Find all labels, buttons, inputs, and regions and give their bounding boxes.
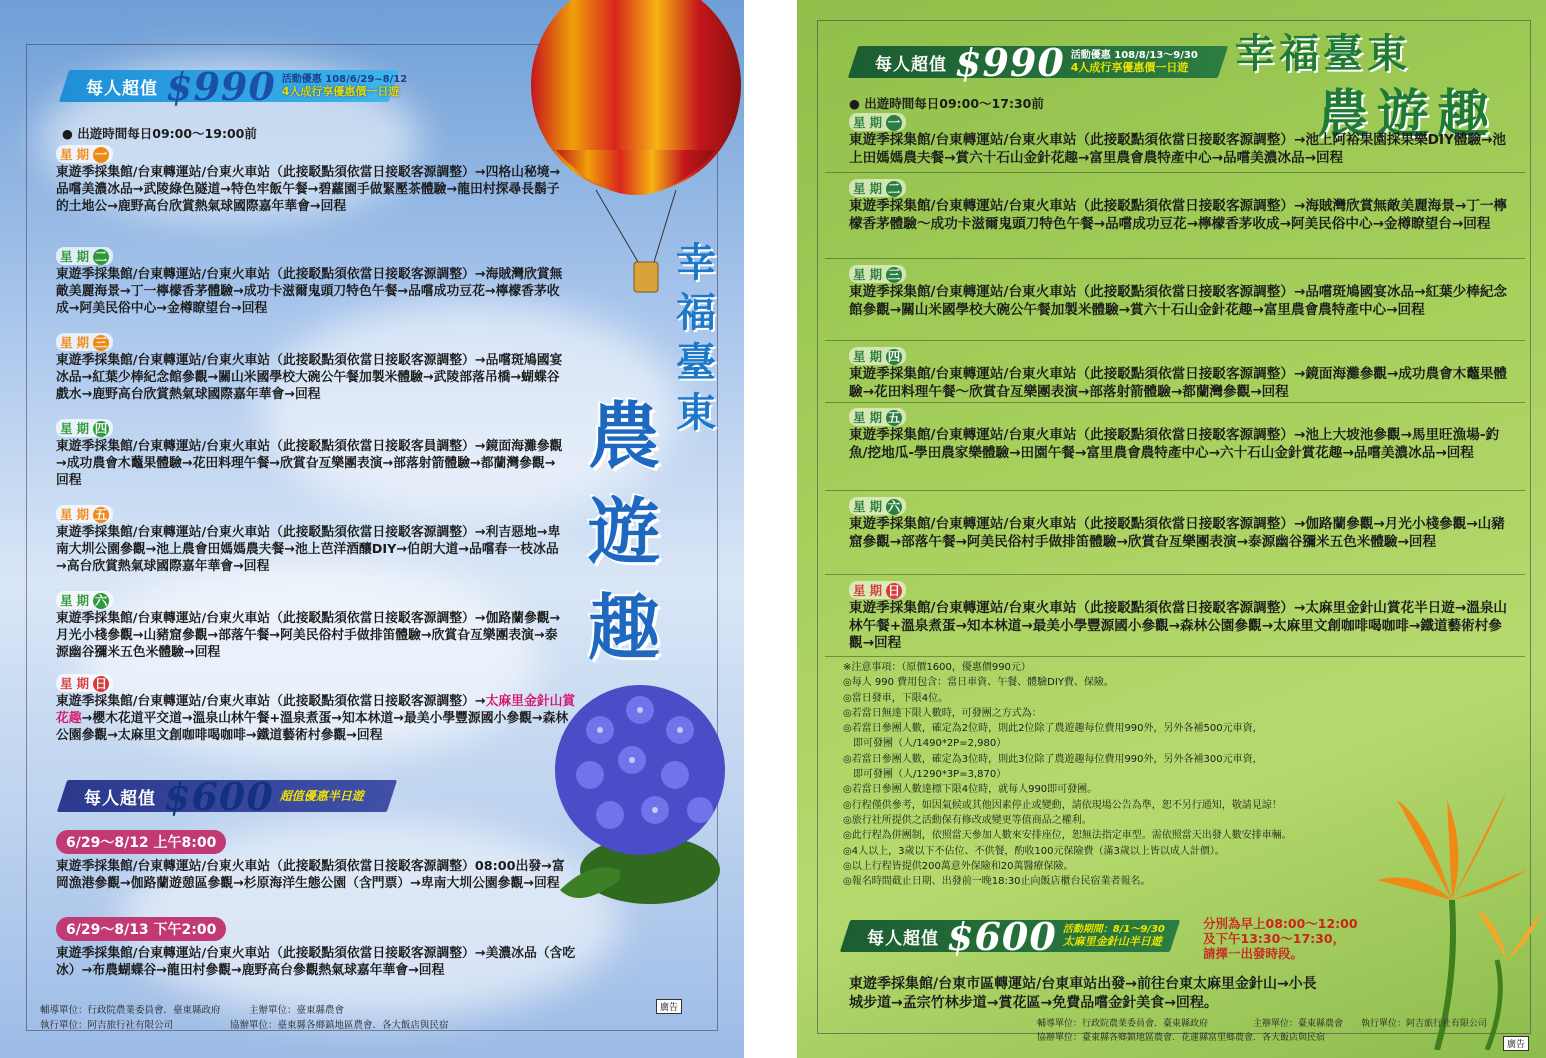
title-char: 趣 — [587, 585, 660, 670]
day-tag — [56, 145, 113, 163]
day-tag — [849, 265, 906, 283]
banner-note: 超值優惠半日遊 — [279, 789, 364, 803]
note-line: ◎旅行社所提供之活動保有修改或變更等值商品之權利。 — [843, 814, 1092, 826]
day-tag — [56, 674, 113, 692]
day-route: 東遊季採集館/台東轉運站/台東火車站（此接駁點須依當日接駁客源調整）→鏡面海灘參觀→成功農會木虌果體驗→花田料理午餐～欣賞旮亙樂團表演→部落射箭體驗→都蘭灣參觀→回程 — [849, 366, 1508, 400]
note-line: ◎每人 990 費用包含：當日車資、午餐、體驗DIY費、保險。 — [843, 677, 1114, 689]
day-tag-label: 星期 — [60, 249, 94, 264]
banner-note-period: 活動期間：8/1～9/30 — [1062, 924, 1165, 935]
divider — [825, 340, 1525, 341]
day-route: 東遊季採集館/台東轉運站/台東火車站（此接駁點須依當日接駁客源調整）→伽路蘭參觀→月光小棧參觀→山豬窟參觀→部落午餐→阿美民俗村手做排笛體驗→欣賞旮亙樂團表演→泰源幽谷獼米五色米體驗→回程 — [849, 516, 1505, 550]
note-line: ◎報名時間截止日期、出發前一晚18:30止向飯店櫃台民宿業者報名。 — [843, 876, 1151, 888]
divider — [825, 574, 1525, 575]
banner-note-offer: 4人成行享優惠價一日遊 — [1070, 61, 1189, 74]
banner-note-offer: 4人成行享優惠價一日遊 — [281, 85, 400, 98]
banner-note-tour: 太麻里金針山半日遊 — [1062, 935, 1162, 948]
half-day-route: 東遊季採集館/台東市區轉運站/台東車站出發→前往台東太麻里金針山→小長城步道→孟宗竹林步道→賞花區→免費品嚐金針美食→回程。 — [849, 976, 1317, 1011]
title-char: 臺 — [676, 339, 716, 386]
title-char: 東 — [676, 389, 716, 436]
day-route: 東遊季採集館/台東轉運站/台東火車站（此接駁點須依當日接駁客源調整）→四格山秘境→品嚐美濃冰品→武陵綠色隧道→特色牢飯午餐→碧蘿園手做緊壓茶體驗→龍田村探尋長鬍子的土地公→鹿野高台欣賞熱氣球國際嘉年華會→回程 — [56, 165, 561, 214]
day-route: 東遊季採集館/台東轉運站/台東火車站（此接駁點須依當日接駁客源調整）→太麻里金針山賞花半日遊→溫泉山林午餐+溫泉煮蛋→知本林道→最美小學豐源國小參觀→森林公園參觀→太麻里文創咖啡喝咖啡→鐵道藝術村參觀→回程 — [849, 600, 1508, 651]
divider — [825, 490, 1525, 491]
banner-price: $990 — [955, 39, 1065, 85]
title-char: 幸 — [676, 239, 716, 286]
banner-label: 每人超值 — [84, 788, 156, 809]
day-tag-label: 星期 — [853, 115, 887, 130]
day-tag-day: 日 — [887, 583, 901, 598]
banner-label: 每人超值 — [86, 78, 158, 99]
note-line: ◎若當日無達下限人數時，可發團之方式為： — [843, 707, 1042, 719]
day-tag-label: 星期 — [853, 410, 887, 425]
ad-label: 廣告 — [656, 999, 682, 1014]
price-banner-990 — [853, 40, 1198, 84]
banner-note-dates: 活動優惠 108/6/29~8/12 — [281, 74, 408, 85]
day-tag-day: 四 — [887, 349, 901, 364]
day-route: 東遊季採集館/台東轉運站/台東火車站（此接駁點須依當日接駁客源調整）→利吉惡地→卑南大圳公園參觀→池上農會田媽媽農夫餐→池上芭洋酒釀DIY→伯朗大道→品嚐春一枝冰品→高台欣賞熱氣球國際嘉年華會→回程 — [56, 525, 561, 574]
day-block — [56, 418, 568, 489]
day-tag-label: 星期 — [853, 499, 887, 514]
price-banner-990 — [64, 64, 407, 108]
left-flyer — [0, 0, 744, 1058]
note-line: ◎行程僅供參考，如因氣候或其他因素停止或變動，請依現場公告為準，恕不另行通知，敬請見諒！ — [843, 799, 1282, 811]
day-tag — [849, 581, 906, 599]
day-tag-day: 二 — [94, 249, 108, 264]
day-block — [849, 580, 1509, 653]
day-block — [56, 246, 568, 317]
half-day-time-note — [1203, 916, 1358, 961]
day-tag-label: 星期 — [60, 335, 94, 350]
day-route: 東遊季採集館/台東轉運站/台東火車站（此接駁點須依當日接駁客源調整）→池上阿裕果園採果樂DIY體驗→池上田媽媽農夫餐→賞六十石山金針花趣→富里農會農特產中心→品嚐美濃冰品→回程 — [849, 132, 1507, 166]
day-route: 東遊季採集館/台東轉運站/台東火車站（此接駁點須依當日接駁客源調整）→海賊灣欣賞無敵美麗海景→丁一檸檬香茅體驗→成功卡滋爾鬼頭刀特色午餐→品嚐成功豆花→檸檬香茅收成→阿美民俗中心→金樽瞭望台→回程 — [56, 267, 563, 316]
day-route: 東遊季採集館/台東轉運站/台東火車站（此接駁點須依當日接駁客源調整）→品嚐斑鳩國宴冰品→紅葉少棒紀念館參觀→關山米國學校大碗公午餐加製米體驗→武陵部落吊橋→蝴蝶谷戲水→鹿野高台欣賞熱氣球國際嘉年華會→回程 — [56, 353, 563, 402]
note-line: ◎若當日參團人數達標下限4位時，就每人990即可發團。 — [843, 784, 1098, 796]
day-tag — [56, 247, 113, 265]
banner-label: 每人超值 — [875, 54, 947, 75]
day-block — [849, 264, 1509, 319]
banner-price: $600 — [947, 913, 1057, 959]
half-note-line: 請擇一出發時段。 — [1203, 946, 1304, 961]
divider — [825, 402, 1525, 403]
right-flyer — [797, 0, 1546, 1058]
day-tag — [849, 347, 906, 365]
day-route: 東遊季採集館/台東轉運站/台東火車站（此接駁點須依當日接駁客源調整）→伽路蘭參觀→月光小棧參觀→山豬窟參觀→部落午餐→阿美民俗村手做排笛體驗→欣賞旮亙樂團表演→泰源幽谷獼米五色米體驗→回程 — [56, 611, 561, 660]
day-tag-label: 星期 — [60, 507, 94, 522]
day-tag-label: 星期 — [853, 349, 887, 364]
price-banner-600 — [845, 914, 1165, 958]
footer-line-2: 執行單位：阿吉旅行社有限公司 協辦單位：臺東縣各鄉鎮地區農會．各大飯店與民宿 — [40, 1020, 449, 1031]
day-tag-day: 日 — [94, 676, 108, 691]
day-tag — [56, 505, 113, 523]
footer-line-2: 協辦單位：臺東縣各鄉鎮地區農會．花蓮縣富里鄉農會．各大飯店與民宿 — [1037, 1033, 1326, 1043]
note-line: 即可發團（人/1290*3P=3,870） — [843, 769, 1007, 781]
route-part-b: →櫻木花道平交道→溫泉山林午餐+溫泉煮蛋→知本林道→最美小學豐源國小參觀→森林公園參觀→太麻里文創咖啡喝咖啡→鐵道藝術村參觀→回程 — [56, 711, 569, 743]
time-slot-badge: 6/29～8/13 下午2:00 — [56, 917, 226, 941]
half-day-route: 東遊季採集館/台東轉運站/台東火車站（此接駁點須依當日接駁客源調整）08:00出發→富岡漁港參觀→伽路蘭遊憩區參觀→杉原海洋生態公園（含門票）→卑南大圳公園參觀→回程 — [56, 859, 565, 891]
footer-line-1: 輔導單位：行政院農業委員會．臺東縣政府 主辦單位：臺東縣農會 執行單位：阿吉旅行社有限公司 — [1037, 1019, 1488, 1029]
banner-note-dates: 活動優惠 108/8/13～9/30 — [1070, 50, 1198, 61]
note-line: ※注意事項：（原價1600，優惠價990元） — [843, 662, 1031, 673]
day-tag — [849, 408, 906, 426]
day-tag-label: 星期 — [60, 421, 94, 436]
day-tag-label: 星期 — [853, 267, 887, 282]
departure-hours: ● 出遊時間每日09:00～19:00前 — [62, 126, 257, 141]
day-tag-day: 一 — [94, 147, 108, 162]
day-tag-label: 星期 — [60, 676, 94, 691]
day-tag-day: 三 — [94, 335, 108, 350]
day-block — [849, 496, 1509, 551]
day-tag-day: 二 — [887, 181, 901, 196]
notes-list — [843, 660, 1403, 889]
divider — [825, 258, 1525, 259]
day-tag — [56, 591, 113, 609]
title-small — [668, 238, 724, 438]
day-route: 東遊季採集館/台東轉運站/台東火車站（此接駁點須依當日接駁客員調整）→鏡面海灘參觀→成功農會木虌果體驗→花田料理午餐→欣賞旮亙樂團表演→部落射箭體驗→都蘭灣參觀→回程 — [56, 439, 563, 488]
day-block — [849, 178, 1509, 233]
day-tag-label: 星期 — [853, 181, 887, 196]
note-line: ◎此行程為併團制，依照當天參加人數來安排座位，恕無法指定車型。需依照當天出發人數安排車輛。 — [843, 830, 1292, 842]
day-tag-label: 星期 — [853, 583, 887, 598]
price-banner-600 — [62, 774, 364, 818]
route-part-a: 東遊季採集館/台東轉運站/台東火車站（此接駁點須依當日接駁客源調整）→ — [56, 694, 486, 709]
banner-label: 每人超值 — [867, 928, 939, 949]
day-block — [56, 504, 568, 575]
note-line: ◎若當日參團人數，確定為2位時，則此2位除了農遊趣每位費用990外，另外各補500元車資， — [843, 723, 1263, 735]
day-tag-label: 星期 — [60, 593, 94, 608]
day-route: 東遊季採集館/台東轉運站/台東火車站（此接駁點須依當日接駁客源調整）→海賊灣欣賞無敵美麗海景→丁一檸檬香茅體驗～成功卡滋爾鬼頭刀特色午餐→品嚐成功豆花→檸檬香茅收成→阿美民俗中心→金樽瞭望台→回程 — [849, 198, 1508, 232]
note-line: ◎當日發車，下限4位。 — [843, 692, 949, 704]
day-tag — [849, 179, 906, 197]
day-tag — [849, 113, 906, 131]
day-route: 東遊季採集館/台東轉運站/台東火車站（此接駁點須依當日接駁客源調整）→品嚐斑鳩國宴冰品→紅葉少棒紀念館參觀→關山米國學校大碗公午餐加製米體驗→賞六十石山金針花趣→富里農會農特產中心→回程 — [849, 284, 1508, 318]
banner-note — [282, 74, 407, 98]
half-note-line: 分別為早上08:00～12:00 — [1203, 916, 1358, 931]
day-tag-day: 一 — [887, 115, 901, 130]
day-route — [56, 693, 576, 744]
route-highlight: 太麻里金針山賞花趣 — [56, 694, 576, 726]
half-day-block — [56, 830, 576, 892]
title-line-1: 幸福臺東 — [1235, 30, 1411, 77]
day-tag-day: 四 — [94, 421, 108, 436]
day-tag-day: 三 — [887, 267, 901, 282]
time-slot-badge: 6/29～8/12 上午8:00 — [56, 830, 226, 854]
banner-price: $990 — [166, 63, 276, 109]
note-line: ◎4人以上，3歲以下不佔位、不供餐，酌收100元保險費（滿3歲以上皆以成人計價）。 — [843, 845, 1225, 857]
daylily-flower-icon — [1357, 760, 1546, 1050]
day-tag-day: 六 — [94, 593, 108, 608]
divider — [825, 172, 1525, 173]
half-note-line: 及下午13:30～17:30， — [1203, 931, 1346, 946]
half-day-block — [56, 917, 576, 979]
title-char: 農 — [587, 393, 660, 478]
day-block — [849, 346, 1509, 401]
title-big — [574, 388, 674, 676]
day-tag-day: 六 — [887, 499, 901, 514]
title-char: 福 — [676, 289, 716, 336]
day-route: 東遊季採集館/台東轉運站/台東火車站（此接駁點須依當日接駁客源調整）→池上大坡池參觀→馬里旺漁場-釣魚/挖地瓜-學田農家樂體驗→田園午餐→富里農會農特產中心→六十石山金針賞花趣→品嚐美濃冰品→回程 — [849, 427, 1500, 461]
day-tag-label: 星期 — [60, 147, 94, 162]
banner-price: $600 — [164, 773, 274, 819]
day-block — [56, 590, 568, 661]
day-tag-day: 五 — [887, 410, 901, 425]
day-block-sunday — [56, 673, 576, 744]
title-char: 遊 — [587, 489, 660, 574]
day-block — [849, 407, 1509, 462]
day-block — [849, 112, 1509, 167]
divider — [825, 656, 1525, 657]
day-block — [56, 144, 568, 215]
banner-note — [1063, 924, 1165, 948]
note-line: ◎以上行程皆提供200萬意外保險和20萬醫療保險。 — [843, 860, 1074, 872]
day-tag-day: 五 — [94, 507, 108, 522]
title-line-2: 農遊趣 — [1317, 84, 1498, 145]
banner-note — [1071, 50, 1198, 74]
day-tag — [56, 419, 113, 437]
day-tag — [56, 333, 113, 351]
half-day-route: 東遊季採集館/台東轉運站/台東火車站（此接駁點須依當日接駁客源調整）→美濃冰品（含吃冰）→布農蝴蝶谷→龍田村參觀→鹿野高台參觀熱氣球嘉年華會→回程 — [56, 946, 576, 978]
day-block — [56, 332, 568, 403]
note-line: 即可發團（人/1490*2P=2,980） — [843, 738, 1007, 750]
footer-line-1: 輔導單位：行政院農業委員會．臺東縣政府 主辦單位：臺東縣農會 — [40, 1005, 345, 1016]
day-tag — [849, 497, 906, 515]
ad-label: 廣告 — [1503, 1036, 1529, 1051]
note-line: ◎若當日參團人數，確定為3位時，則此3位除了農遊趣每位費用990外，另外各補300元車資， — [843, 753, 1263, 765]
departure-hours: ● 出遊時間每日09:00～17:30前 — [849, 96, 1044, 111]
